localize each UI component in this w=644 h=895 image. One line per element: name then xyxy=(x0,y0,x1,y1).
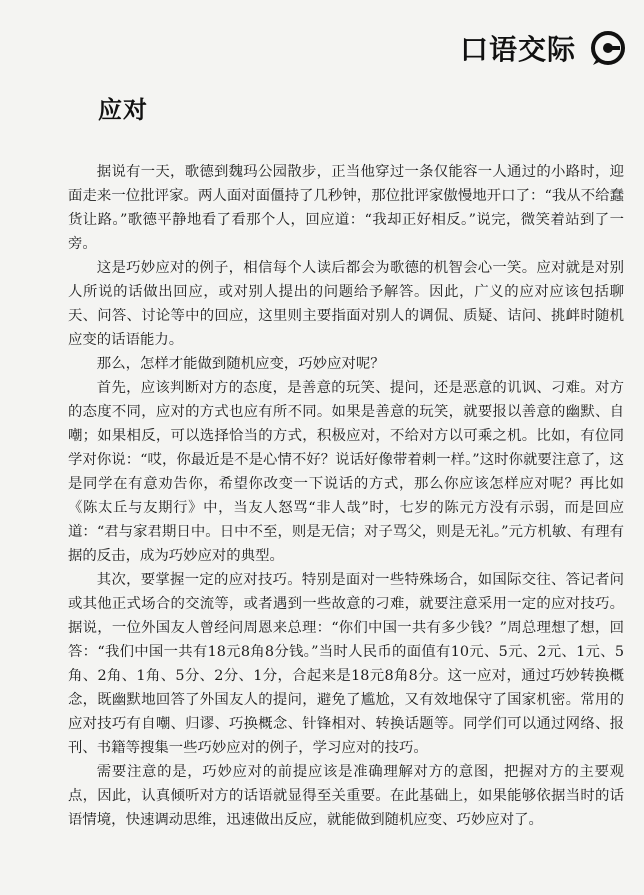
paragraph: 这是巧妙应对的例子，相信每个人读后都会为歌德的机智会心一笑。应对就是对别人所说的话做出回应，或对别人提出的问题给予解答。因此，广义的应对应该包括聊天、问答、讨论等中的回应，这里则主要指面对别人的调侃、质疑、诘问、挑衅时随机应变的话语能力。 xyxy=(68,260,624,348)
page-title: 应对 xyxy=(98,96,148,124)
section-title: 口语交际 xyxy=(459,33,576,66)
article-body xyxy=(68,160,624,832)
paragraph: 需要注意的是，巧妙应对的前提应该是准确理解对方的意图，把握对方的主要观点，因此，认真倾听对方的话语就显得至关重要。在此基础上，如果能够依据当时的话语情境，快速调动思维，迅速做出反应，就能做到随机应变、巧妙应对了。 xyxy=(68,764,624,828)
paragraph: 那么，怎样才能做到随机应变，巧妙应对呢？ xyxy=(96,356,385,372)
paragraph: 首先，应该判断对方的态度，是善意的玩笑、提问，还是恶意的讥讽、刁难。对方的态度不同，应对的方式也应有所不同。如果是善意的玩笑，就要报以善意的幽默、自嘲；如果相反，可以选择恰当的方式，积极应对，不给对方以可乘之机。比如，有位同学对你说：“哎，你最近是不是心情不好？说话好像带着刺一样。”这时你就要注意了，这是同学在有意劝告你，希望你改变一下说话的方式，那么你应该怎样应对呢？再比如《陈太丘与友期行》中，当友人怒骂“非人哉”时，七岁的陈元方没有示弱，而是回应道：“君与家君期日中。日中不至，则是无信；对子骂父，则是无礼。”元方机敏、有理有据的反击，成为巧妙应对的典型。 xyxy=(68,380,624,564)
section-header xyxy=(460,28,626,68)
paragraph: 据说有一天，歌德到魏玛公园散步，正当他穿过一条仅能容一人通过的小路时，迎面走来一位批评家。两人面对面僵持了几秒钟，那位批评家傲慢地开口了：“我从不给蠢货让路。”歌德平静地看了看那个人，回应道：“我却正好相反。”说完，微笑着站到了一旁。 xyxy=(68,164,624,252)
speech-bubble-icon xyxy=(590,30,626,66)
paragraph: 其次，要掌握一定的应对技巧。特别是面对一些特殊场合，如国际交往、答记者问或其他正式场合的交流等，或者遇到一些故意的刁难，就要注意采用一定的应对技巧。据说，一位外国友人曾经问周恩来总理：“你们中国一共有多少钱？”周总理想了想，回答：“我们中国一共有18元8角8分钱。”当时人民币的面值有10元、5元、2元、1元、5角、2角、1角、5分、2分、1分，合起来是18元8角8分。这一应对，通过巧妙转换概念，既幽默地回答了外国友人的提问，避免了尴尬，又有效地保守了国家机密。常用的应对技巧有自嘲、归谬、巧换概念、针锋相对、转换话题等。同学们可以通过网络、报刊、书籍等搜集一些巧妙应对的例子，学习应对的技巧。 xyxy=(68,572,624,756)
